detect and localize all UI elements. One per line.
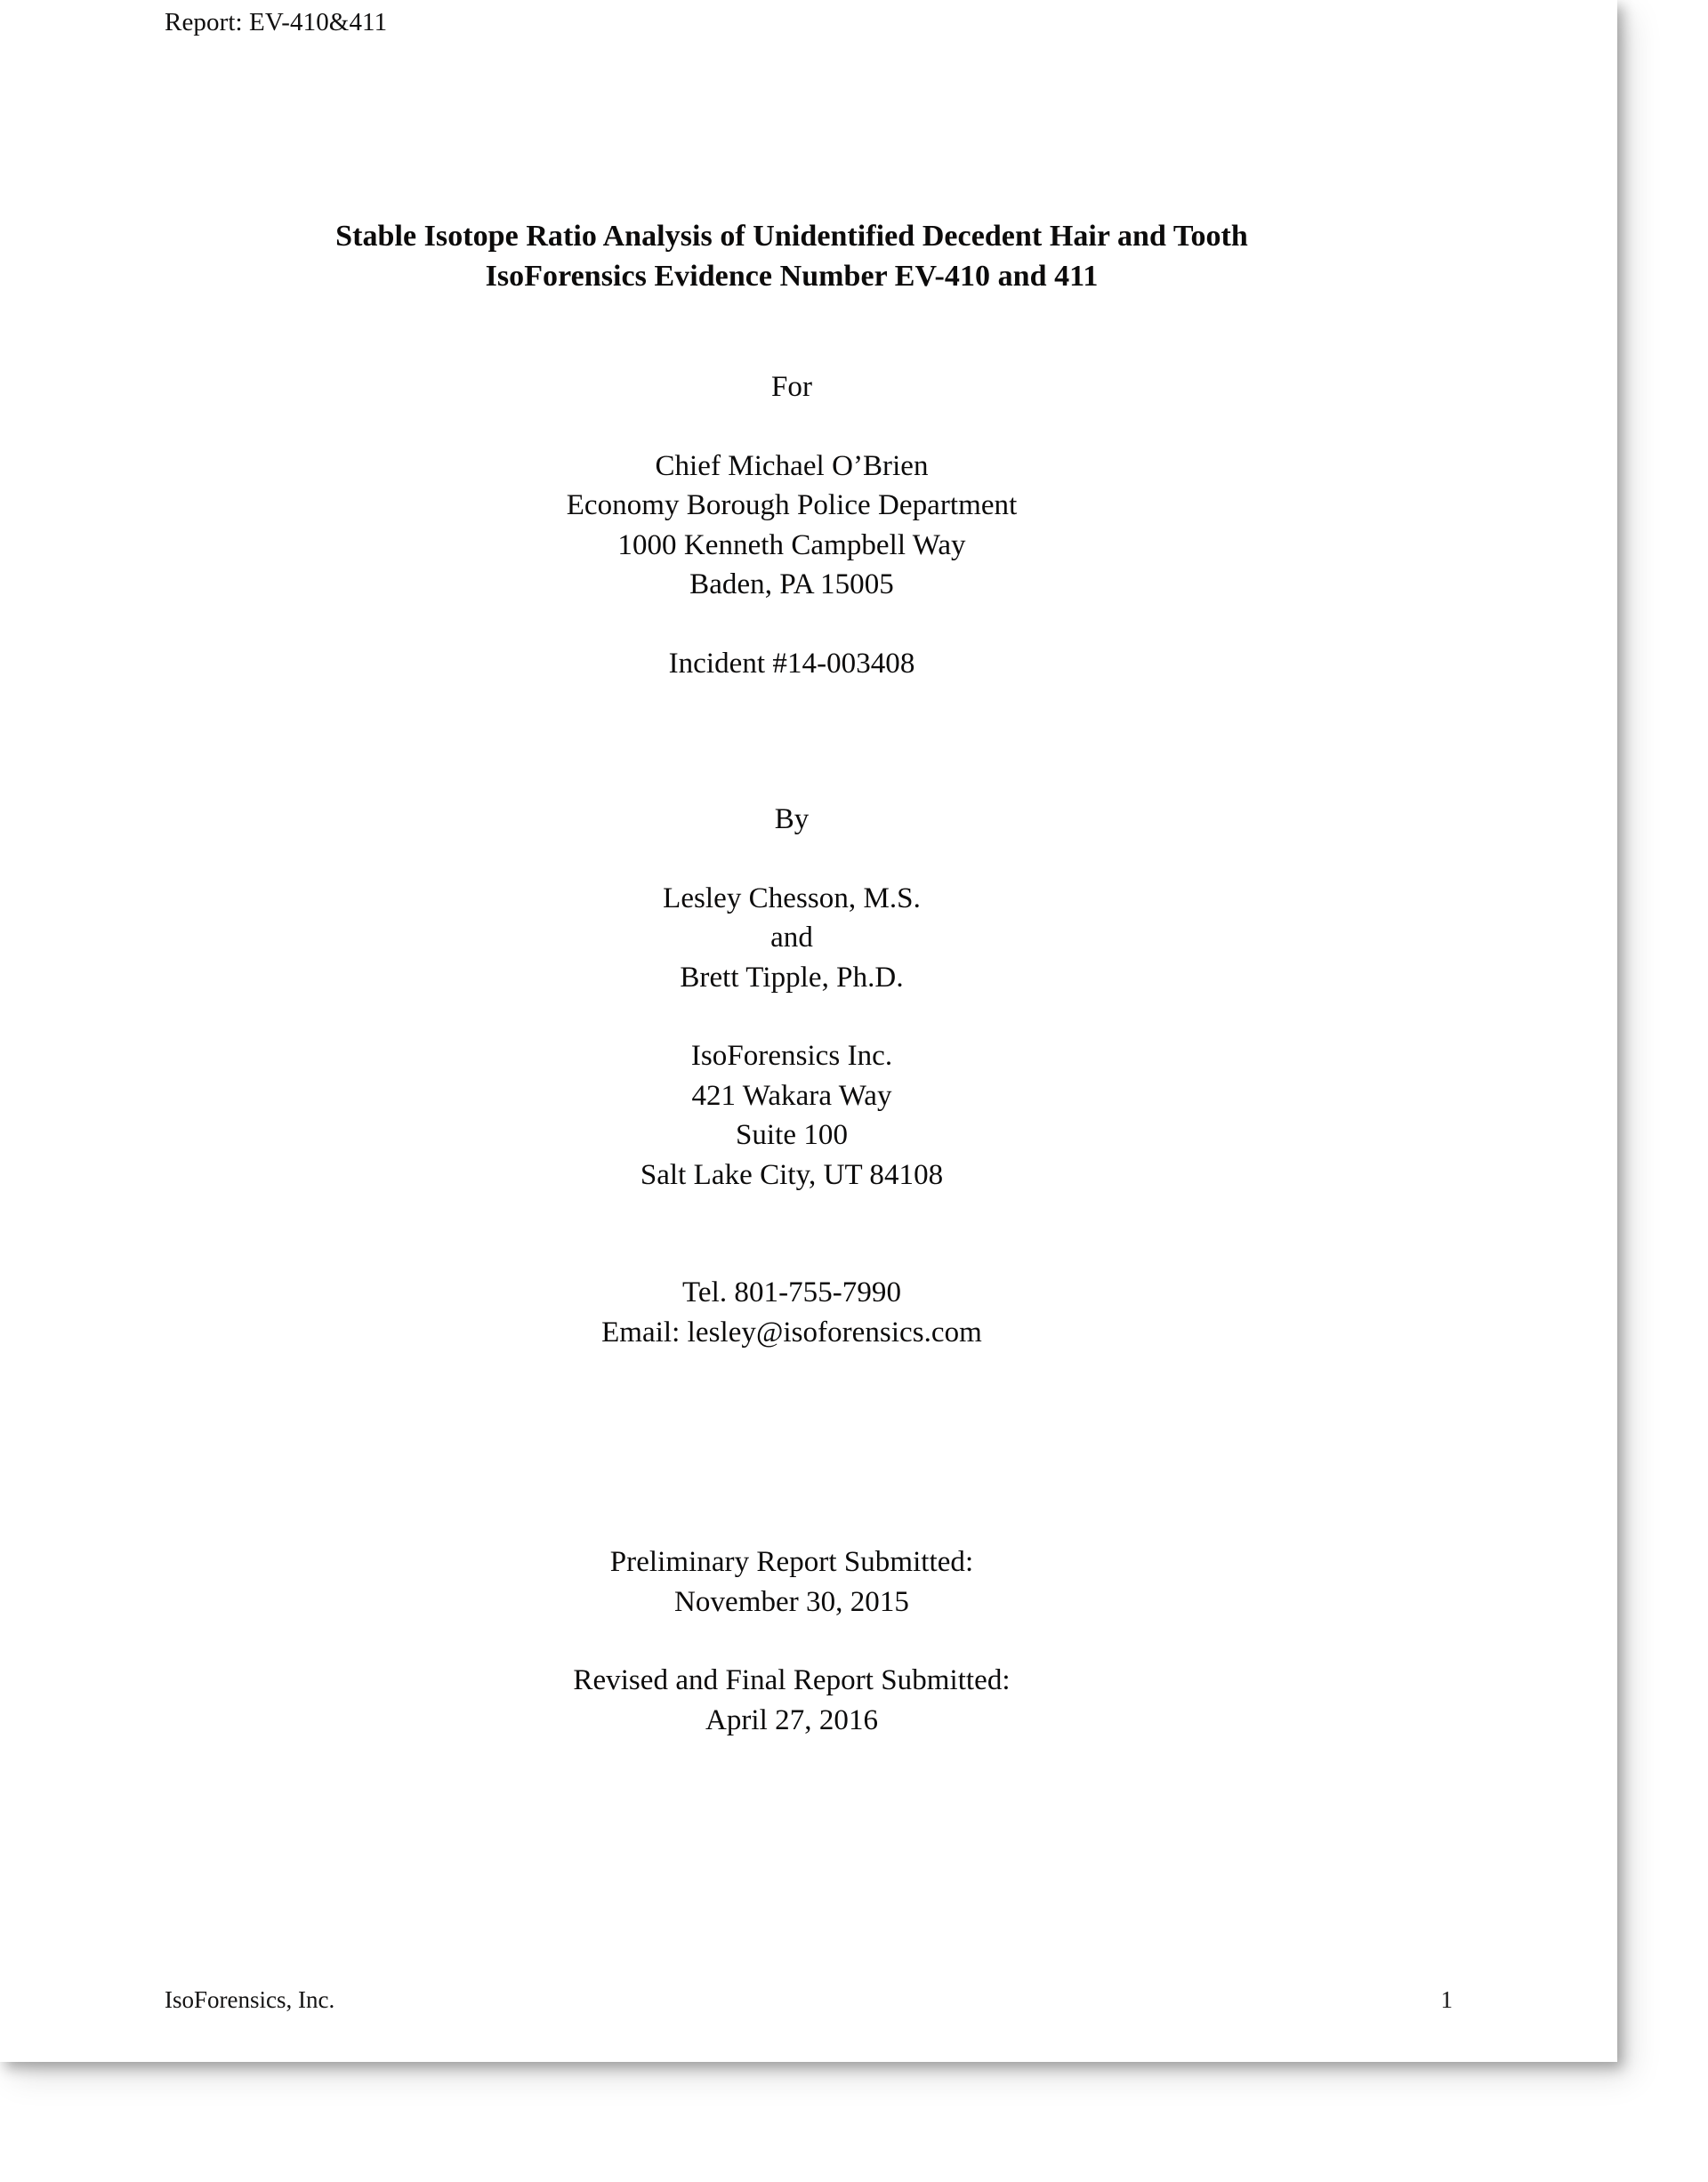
preliminary-submission-block <box>165 1542 1419 1622</box>
recipient-organization: Economy Borough Police Department <box>566 489 1018 521</box>
final-submission-block <box>165 1661 1419 1740</box>
contact-phone: Tel. 801-755-7990 <box>682 1276 901 1308</box>
incident-number: Incident #14-003408 <box>668 647 915 680</box>
title-line-1: Stable Isotope Ratio Analysis of Unidentified Decedent Hair and Tooth <box>335 220 1248 253</box>
company-suite: Suite 100 <box>735 1119 849 1151</box>
page-footer <box>165 1982 1453 2017</box>
recipient-block <box>165 447 1419 605</box>
footer-company-name: IsoForensics, Inc. <box>165 1986 335 2013</box>
author-primary: Lesley Chesson, M.S. <box>663 882 921 914</box>
company-city-state-zip: Salt Lake City, UT 84108 <box>640 1158 944 1191</box>
final-submission-label: Revised and Final Report Submitted: <box>573 1664 1011 1696</box>
running-header: Report: EV-410&411 <box>165 8 388 36</box>
contact-block <box>165 1273 1419 1352</box>
recipient-street: 1000 Kenneth Campbell Way <box>617 528 966 561</box>
title-line-2: IsoForensics Evidence Number EV-410 and 411 <box>485 260 1099 293</box>
author-conjunction: and <box>770 922 813 954</box>
company-name: IsoForensics Inc. <box>690 1040 893 1072</box>
author-secondary: Brett Tipple, Ph.D. <box>680 961 904 994</box>
company-street: 421 Wakara Way <box>691 1079 892 1112</box>
contact-email: Email: lesley@isoforensics.com <box>601 1316 982 1349</box>
recipient-city-state-zip: Baden, PA 15005 <box>689 568 894 600</box>
recipient-name: Chief Michael O’Brien <box>655 449 929 482</box>
preliminary-submission-label: Preliminary Report Submitted: <box>609 1546 974 1578</box>
preliminary-submission-date: November 30, 2015 <box>674 1585 909 1618</box>
final-submission-date: April 27, 2016 <box>705 1703 879 1736</box>
page-title <box>165 216 1419 296</box>
title-page-content <box>165 0 1419 1740</box>
authors-block <box>165 879 1419 998</box>
company-address-block <box>165 1036 1419 1195</box>
by-label: By <box>774 803 810 835</box>
footer-page-number: 1 <box>1440 1986 1453 2013</box>
for-label: For <box>771 371 812 403</box>
